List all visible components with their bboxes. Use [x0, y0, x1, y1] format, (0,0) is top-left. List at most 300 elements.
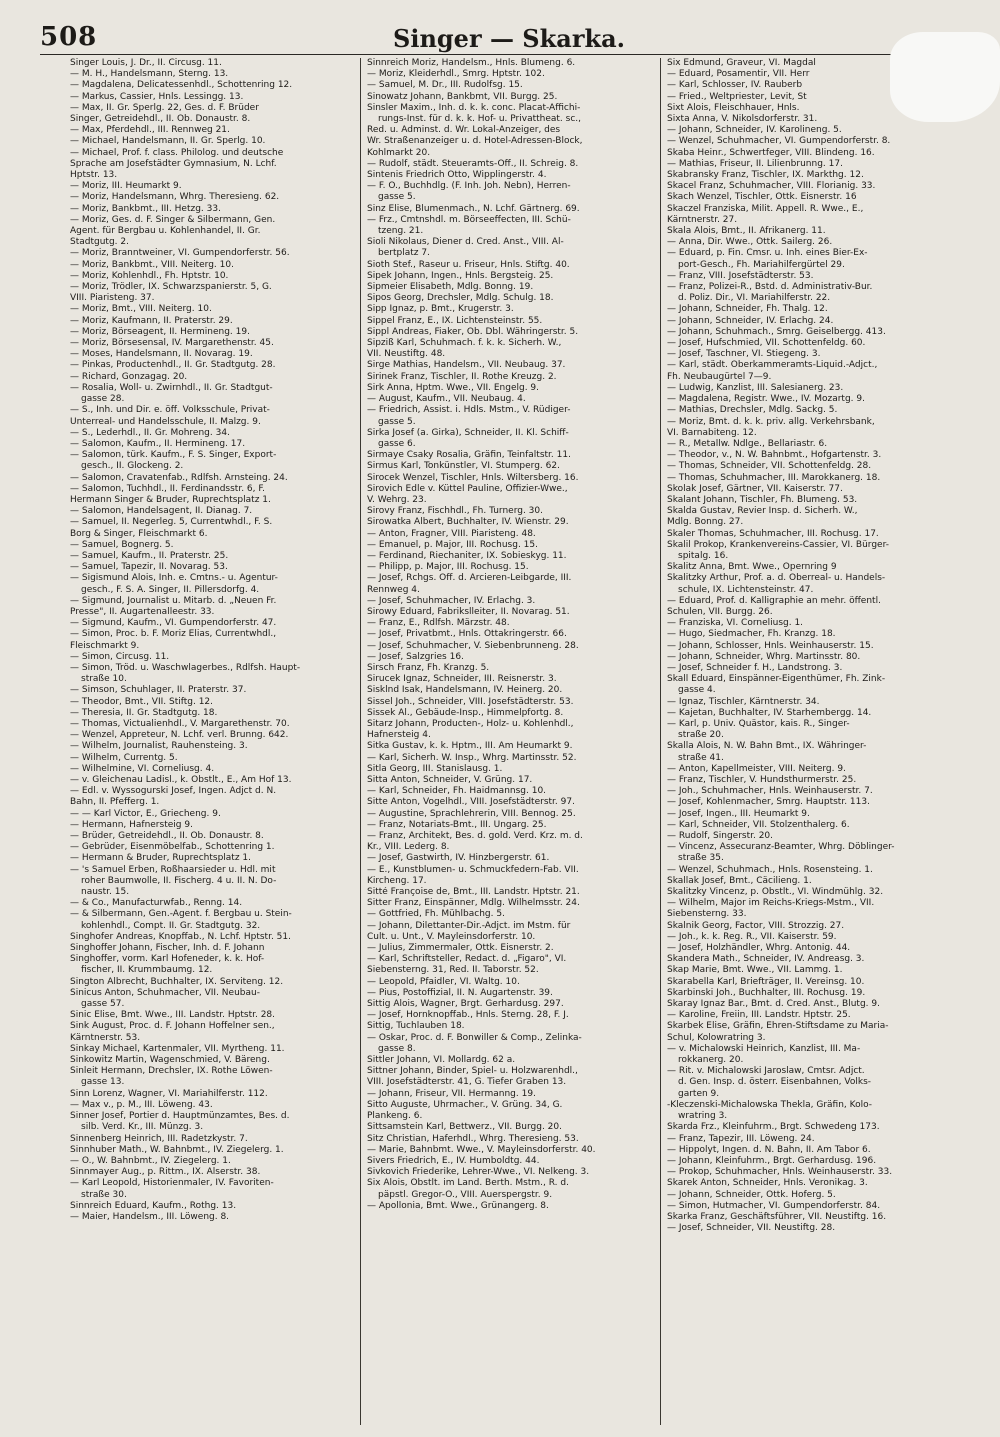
entry-line: — Rit. v. Michalowski Jaroslaw, Cmtsr. Adjct. [667, 1066, 865, 1077]
entry-line: — Thomas, Victualienhdl., V. Margarethenstr. 70. [70, 718, 290, 729]
entry-line: — Johann, Schlosser, Hnls. Weinhauserstr. 15. [667, 640, 874, 651]
entry-line: kohlenhdl., Compt. II. Gr. Stadtgutg. 32. [81, 920, 261, 931]
entry-line: Skach Wenzel, Tischler, Ottk. Eisnerstr. 16 [667, 192, 857, 203]
entry-line: — Wilhelm, Currentg. 5. [70, 752, 178, 763]
entry-line: rungs-Inst. für d. k. k. Hof- u. Privattheat. sc., [378, 114, 582, 125]
entry-line: — Karl, Schneider, Fh. Haidmannsg. 10. [367, 786, 547, 797]
entry-line: — Leopold, Pfaidler, VI. Waltg. 10. [367, 976, 520, 987]
entry-line: — Joh., k. k. Reg. R., VII. Kaiserstr. 59. [667, 931, 837, 942]
entry-line: spitalg. 16. [678, 550, 729, 561]
entry-line: — Kajetan, Buchhalter, IV. Starhembergg. 14. [667, 707, 872, 718]
entry-line: — Michael, Prof. f. class. Philolog. und deutsche [70, 147, 284, 158]
entry-line: — Thomas, Schuhmacher, III. Marokkanerg. 18. [667, 472, 881, 483]
entry-line: — Salomon, Handelsagent, II. Dianag. 7. [70, 506, 253, 517]
entry-line: — Moriz, Kleiderhdl., Smrg. Hptstr. 102. [367, 69, 545, 80]
entry-line: — Franz, Polizei-R., Bstd. d. Administrativ-Bur. [667, 282, 873, 293]
entry-line: — Johann, Dilettanter-Dir.-Adjct. im Mstm. für [367, 920, 571, 931]
entry-line: gesch., F. S. A. Singer, II. Pillersdorfg. 4. [81, 584, 260, 595]
entry-line: Red. u. Adminst. d. Wr. Lokal-Anzeiger, des [367, 125, 561, 136]
entry-line: — Sigismund Alois, Inh. e. Cmtns.- u. Agentur- [70, 573, 278, 584]
entry-line: — Wilhelm, Major im Reichs-Kriegs-Mstm., VII. [667, 898, 875, 909]
entry-line: — Theodor, Bmt., VII. Stiftg. 12. [70, 696, 214, 707]
entry-line: Plankeng. 6. [367, 1111, 423, 1122]
entry-line: — Josef, Kohlenmacher, Smrg. Hauptstr. 113. [667, 797, 870, 808]
entry-line: Kr., VIII. Lederg. 8. [367, 842, 450, 853]
entry-line: — Edl. v. Wyssogurski Josef, Ingen. Adjct d. N. [70, 786, 277, 797]
entry-line: Sivers Friedrich, E., IV. Humboldtg. 44. [367, 1155, 540, 1166]
entry-line: Bahn, II. Pfefferg. 1. [70, 797, 160, 808]
entry-line: Sinn Lorenz, Wagner, VI. Mariahilferstr. 112. [70, 1088, 268, 1099]
entry-line: — Markus, Cassier, Hnls. Lessingg. 13. [70, 91, 244, 102]
entry-line: — Franz, E., Rdlfsh. Märzstr. 48. [367, 618, 510, 629]
entry-line: — Ferdinand, Riechaniter, IX. Sobieskyg. 11. [367, 550, 567, 561]
entry-line: — Eduard, p. Fin. Cmsr. u. Inh. eines Bier-Ex- [667, 248, 868, 259]
entry-line: — August, Kaufm., VII. Neubaug. 4. [367, 394, 526, 405]
entry-line: Sippel Franz, E., IX. Lichtensteinstr. 55. [367, 315, 543, 326]
entry-line: — Fried., Weltpriester, Levit, St [667, 91, 807, 102]
entry-line: — Josef, Gastwirth, IV. Hinzbergerstr. 61. [367, 853, 550, 864]
entry-line: — Magdalena, Registr. Wwe., IV. Mozartg. 9. [667, 394, 865, 405]
entry-line: fischer, II. Krummbaumg. 12. [81, 965, 213, 976]
entry-line: — F. O., Buchhdlg. (F. Inh. Joh. Nebn), Herren- [367, 181, 571, 192]
entry-line: rokkanerg. 20. [678, 1055, 744, 1066]
entry-line: Sinicus Anton, Schuhmacher, VII. Neubau- [70, 987, 260, 998]
entry-line: Kärntnerstr. 27. [667, 214, 738, 225]
entry-line: Sitarz Johann, Producten-, Holz- u. Kohlenhdl., [367, 718, 574, 729]
entry-line: päpstl. Gregor-O., VIII. Auerspergstr. 9. [378, 1189, 553, 1200]
entry-line: Schul, Kolowratring 3. [667, 1032, 766, 1043]
entry-line: — Simon, Tröd. u. Waschwlagerbes., Rdlfsh. Haupt- [70, 662, 301, 673]
entry-line: Sitz Christian, Haferhdl., Whrg. Theresieng. 53. [367, 1133, 579, 1144]
entry-line: gasse 5. [378, 192, 416, 203]
entry-line: — Wenzel, Schuhmacher, VI. Gumpendorferstr. 8. [667, 136, 891, 147]
entry-line: — Josef, Hornknopffab., Hnls. Sterng. 28, F. J. [367, 1010, 569, 1021]
entry-line: — Karoline, Freiin, III. Landstr. Hptstr. 25. [667, 1010, 851, 1021]
entry-line: straße 10. [81, 674, 127, 685]
page-header [40, 14, 978, 55]
entry-line: Sinleit Hermann, Drechsler, IX. Rothe Löwen- [70, 1066, 273, 1077]
entry-line: Sirocek Wenzel, Tischler, Hnls. Wiltersberg. 16. [367, 472, 579, 483]
entry-line: — Moriz, Handelsmann, Whrg. Theresieng. 62. [70, 192, 280, 203]
entry-line: Schulen, VII. Burgg. 26. [667, 606, 773, 617]
entry-line: — Wenzel, Appreteur, N. Lchf. verl. Brunng. 642. [70, 730, 289, 741]
entry-line: Sirowy Eduard, Fabrikslleiter, II. Novarag. 51. [367, 606, 570, 617]
entry-line: — Augustine, Sprachlehrerin, VIII. Bennog. 25. [367, 808, 576, 819]
entry-line: Sink August, Proc. d. F. Johann Hoffelner sen., [70, 1021, 275, 1032]
entry-line: — Franz, Tischler, V. Hundsthurmerstr. 25. [667, 775, 857, 785]
entry-line: — O., W. Bahnbmt., IV. Ziegelerg. 1. [70, 1155, 231, 1166]
entry-line: — v. Michalowski Heinrich, Kanzlist, III. Ma- [667, 1043, 861, 1054]
entry-line: — Salomon, Tuchhdl., II. Ferdinandsstr. 6, F. [70, 483, 265, 494]
entry-line: Kircheng. 17. [367, 875, 427, 886]
entry-line: — Sigmund, Kaufm., VI. Gumpendorferstr. 47. [70, 618, 277, 629]
entry-line: Sittig, Tuchlauben 18. [367, 1021, 465, 1032]
entry-line: Mdlg. Bonng. 27. [667, 517, 744, 528]
entry-line: gasse 13. [81, 1077, 125, 1088]
entry-line: Sinnreich Moriz, Handelsm., Hnls. Blumeng. 6. [367, 58, 576, 68]
entry-line: — R., Metallw. Ndlge., Bellariastr. 6. [667, 438, 828, 449]
entry-line: — Prokop, Schuhmacher, Hnls. Weinhauserstr. 33. [667, 1167, 893, 1178]
entry-line: Skalnik Georg, Factor, VIII. Strozzig. 27. [667, 920, 845, 931]
entry-line: — Ludwig, Kanzlist, III. Salesianerg. 23. [667, 382, 844, 393]
entry-line: Sissel Joh., Schneider, VIII. Josefstädterstr. 53. [367, 696, 574, 707]
entry-line: Skallak Josef, Bmt., Cäcilieng. 1. [667, 875, 812, 886]
entry-line: Sinnenberg Heinrich, III. Radetzkystr. 7. [70, 1133, 248, 1144]
entry-line: — Richard, Gonzagag. 20. [70, 371, 188, 382]
column-right [660, 58, 978, 1425]
entry-line: Sirovy Franz, Fischhdl., Fh. Turnerg. 30. [367, 506, 543, 517]
entry-line: Sirka Josef (a. Girka), Schneider, II. Kl. Schiff- [367, 427, 569, 438]
entry-line: — Johann, Friseur, VII. Hermanng. 19. [367, 1088, 536, 1099]
entry-line: — & Silbermann, Gen.-Agent. f. Bergbau u. Stein- [70, 909, 292, 920]
entry-line: Kärntnerstr. 53. [70, 1032, 141, 1043]
entry-line: Borg & Singer, Fleischmarkt 6. [70, 528, 208, 539]
entry-line: — Johann, Schneider, Ottk. Hoferg. 5. [667, 1189, 836, 1200]
entry-line: Sissek Al., Gebäude-Insp., Himmelpfortg. 8. [367, 707, 564, 718]
entry-line: Wr. Straßenanzeiger u. d. Hotel-Adressen-Block, [367, 136, 583, 147]
entry-line: Fh. Neubaugürtel 7—9. [667, 371, 772, 382]
entry-line: Sprache am Josefstädter Gymnasium, N. Lchf. [70, 158, 277, 169]
entry-line: Sitto Auguste, Uhrmacher., V. Grüng. 34, G. [367, 1099, 563, 1110]
entry-line: — Franz, Notariats-Bmt., III. Ungarg. 25. [367, 819, 547, 830]
entry-line: Skarbek Elise, Gräfin, Ehren-Stiftsdame zu Maria- [667, 1021, 889, 1032]
entry-line: garten 9. [678, 1088, 720, 1099]
entry-line: — Moriz, Trödler, IX. Schwarzspanierstr. 5, G. [70, 282, 272, 293]
entry-line: Sirowatka Albert, Buchhalter, IV. Wienstr. 29. [367, 517, 569, 528]
entry-line: VI. Barnabiteng. 12. [667, 427, 757, 438]
entry-line: — Hugo, Siedmacher, Fh. Kranzg. 18. [667, 629, 836, 640]
entry-line: — Josef, Salzgries 16. [367, 651, 464, 662]
entry-line: Sipos Georg, Drechsler, Mdlg. Schulg. 18. [367, 293, 554, 304]
entry-line: Sittsamstein Karl, Bettwerz., VII. Burgg. 20. [367, 1122, 562, 1133]
entry-line: Sippl Andreas, Fiaker, Ob. Dbl. Währingerstr. 5. [367, 326, 579, 337]
entry-line: — Samuel, Tapezir, II. Novarag. 53. [70, 562, 228, 573]
entry-line: Sipmeier Elisabeth, Mdlg. Bonng. 19. [367, 282, 534, 293]
entry-line: Skaray Ignaz Bar., Bmt. d. Cred. Anst., Blutg. 9. [667, 999, 880, 1010]
entry-line: — Simson, Schuhlager, II. Praterstr. 37. [70, 685, 247, 696]
entry-line: — Karl, Sicherh. W. Insp., Whrg. Martinsstr. 52. [367, 752, 577, 763]
entry-line: — Wenzel, Schuhmach., Hnls. Rosensteing. 1. [667, 864, 873, 875]
entry-line: VII. Neustiftg. 48. [367, 349, 446, 360]
entry-line: Sitte Anton, Vogelhdl., VIII. Josefstädterstr. 97. [367, 797, 575, 808]
entry-line: — Max, II. Gr. Sperlg. 22, Ges. d. F. Brüder [70, 102, 259, 113]
entry-line: gasse 8. [378, 1043, 416, 1054]
entry-line: Skarka Franz, Geschäftsführer, VII. Neustiftg. 16. [667, 1211, 887, 1222]
column-middle [360, 58, 660, 1425]
column-left [64, 58, 360, 1425]
entry-line: — Philipp, p. Major, III. Rochusg. 15. [367, 562, 529, 573]
entry-line: Skabransky Franz, Tischler, IX. Markthg. 12. [667, 170, 864, 181]
entry-line: — S., Lederhdl., II. Gr. Mohreng. 34. [70, 427, 230, 438]
entry-line: Skarek Anton, Schneider, Hnls. Veronikag. 3. [667, 1178, 868, 1189]
entry-line: Sipziß Karl, Schuhmach. f. k. k. Sicherh. W., [367, 338, 562, 349]
entry-line: — Moriz, Börsesensal, IV. Margarethenstr. 45. [70, 338, 274, 349]
entry-line: bertplatz 7. [378, 248, 430, 259]
entry-line: Sinnreich Eduard, Kaufm., Rothg. 13. [70, 1200, 237, 1211]
entry-line: — Josef, Schuhmacher, V. Siebenbrunneng. 28. [367, 640, 579, 651]
entry-line: Skap Marie, Bmt. Wwe., VII. Lammg. 1. [667, 965, 843, 976]
entry-line: schule, IX. Lichtensteinstr. 47. [678, 584, 814, 595]
entry-line: — Maier, Handelsm., III. Löweng. 8. [70, 1211, 230, 1222]
entry-line: Unterreal- und Handelsschule, II. Malzg. 9. [70, 416, 261, 427]
entry-line: — Moses, Handelsmann, II. Novarag. 19. [70, 349, 253, 360]
entry-line: — Salomon, türk. Kaufm., F. S. Singer, Export- [70, 450, 277, 461]
entry-line: straße 35. [678, 853, 724, 864]
entry-line: Skall Eduard, Einspänner-Eigenthümer, Fh. Zink- [667, 674, 886, 685]
entry-line: — Rudolf, städt. Steueramts-Off., II. Schreig. 8. [367, 158, 579, 169]
entry-line: — Emanuel, p. Major, III. Rochusg. 15. [367, 539, 538, 550]
entry-line: Sioth Stef., Raseur u. Friseur, Hnls. Stiftg. 40. [367, 259, 570, 270]
entry-line: gasse 28. [81, 394, 125, 405]
entry-line: — Michael, Handelsmann, II. Gr. Sperlg. 10. [70, 136, 266, 147]
entry-line: — Sigmund, Journalist u. Mitarb. d. „Neuen Fr. [70, 595, 277, 606]
entry-line: — Johann, Schneider, Fh. Thalg. 12. [667, 304, 828, 315]
entry-line: — Franz, VIII. Josefstädterstr. 53. [667, 270, 814, 281]
entry-line: Rennweg 4. [367, 584, 420, 595]
entry-line: Sioli Nikolaus, Diener d. Cred. Anst., VIII. Al- [367, 237, 564, 248]
entry-line: Skalda Gustav, Revier Insp. d. Sicherh. W., [667, 506, 858, 517]
entry-line: — Johann, Schneider, Whrg. Martinsstr. 80. [667, 651, 861, 662]
entry-line: — Samuel, M. Dr., III. Rudolfsg. 15. [367, 80, 523, 91]
entry-line: Sisklnd Isak, Handelsmann, IV. Heinerg. 20. [367, 685, 563, 696]
entry-line: — Pinkas, Productenhdl., II. Gr. Stadtgutg. 28. [70, 360, 276, 371]
entry-line: Six Alois, Obstlt. im Land. Berth. Mstm., R. d. [367, 1178, 569, 1189]
entry-line: Skolak Josef, Gärtner, VII. Kaiserstr. 77. [667, 483, 843, 494]
entry-line: — Anna, Dir. Wwe., Ottk. Sailerg. 26. [667, 237, 833, 248]
entry-line: — Moriz, Bankbmt., III. Hetzg. 33. [70, 203, 221, 214]
entry-line: — Johann, Kleinfuhrm., Brgt. Gerhardusg. 196. [667, 1155, 877, 1166]
entry-line: Hafnersteig 4. [367, 730, 431, 741]
entry-line: Sirmus Karl, Tonkünstler, VI. Stumperg. 62. [367, 461, 560, 472]
entry-line: — Gebrüder, Eisenmöbelfab., Schottenring 1. [70, 842, 275, 853]
entry-line: Singhoffer, vorm. Karl Hofeneder, k. k. Hof- [70, 954, 265, 965]
entry-line: Sington Albrecht, Buchhalter, IX. Serviteng. 12. [70, 976, 284, 987]
entry-line: — Frz., Cmtnshdl. m. Börseeffecten, III. Schü- [367, 214, 571, 225]
entry-line: Skalil Prokop, Krankenvereins-Cassier, VI. Bürger- [667, 539, 889, 550]
entry-line: — Moriz, Bmt., VIII. Neiterg. 10. [70, 304, 212, 315]
entry-line: Hptstr. 13. [70, 170, 118, 181]
entry-line: — Simon, Circusg. 11. [70, 651, 170, 662]
entry-line: Sinic Elise, Bmt. Wwe., III. Landstr. Hptstr. 28. [70, 1010, 276, 1021]
entry-line: Sirinek Franz, Tischler, II. Rothe Kreuzg. 2. [367, 371, 557, 382]
entry-line: — Josef, Holzhändler, Whrg. Antonig. 44. [667, 943, 851, 954]
entry-line: — Anton, Kapellmeister, VIII. Neiterg. 9. [667, 763, 846, 774]
entry-line: straße 20. [678, 730, 724, 741]
entry-line: straße 30. [81, 1189, 127, 1200]
entry-line: — Karl Leopold, Historienmaler, IV. Favoriten- [70, 1178, 274, 1189]
entry-line: — Theodor, v., N. W. Bahnbmt., Hofgartenstr. 3. [667, 450, 882, 461]
entry-line: Sitté Françoise de, Bmt., III. Landstr. Hptstr. 21. [367, 887, 580, 898]
entry-line: Sirovich Edle v. Küttel Pauline, Offizier-Wwe., [367, 483, 568, 494]
entry-line: VIII. Josefstädterstr. 41, G. Tiefer Graben 13. [367, 1077, 567, 1088]
entry-line: Sitter Franz, Einspänner, Mdlg. Wilhelmsstr. 24. [367, 898, 580, 909]
entry-line: Skaczel Franziska, Milit. Appell. R. Wwe., E., [667, 203, 864, 214]
entry-line: — Thomas, Schneider, VII. Schottenfeldg. 28. [667, 461, 872, 472]
entry-line: Six Edmund, Graveur, VI. Magdal [667, 58, 816, 68]
entry-line: silb. Verd. Kr., III. Münzg. 3. [81, 1122, 204, 1133]
entry-line: — Moriz, Bankbmt., VIII. Neiterg. 10. [70, 259, 234, 270]
entry-line: — v. Gleichenau Ladisl., k. Obstlt., E., Am Hof 13. [70, 775, 292, 785]
entry-line: Sixta Anna, V. Nikolsdorferstr. 31. [667, 114, 818, 125]
entry-line: Kohlmarkt 20. [367, 147, 431, 158]
entry-columns [64, 58, 978, 1425]
entry-line: gasse 57. [81, 999, 125, 1010]
entry-line: Skarabella Karl, Briefträger, II. Vereinsg. 10. [667, 976, 865, 987]
entry-line: Sittig Alois, Wagner, Brgt. Gerhardusg. 297. [367, 999, 564, 1010]
entry-line: — Julius, Zimmermaler, Ottk. Eisnerstr. 2. [367, 943, 554, 954]
entry-line: Skalant Johann, Tischler, Fh. Blumeng. 53. [667, 494, 858, 505]
entry-line: — Josef, Rchgs. Off. d. Arcieren-Leibgarde, III. [367, 573, 572, 584]
entry-line: — Max v., p. M., III. Löweng. 43. [70, 1099, 213, 1110]
entry-line: — Anton, Fragner, VIII. Piaristeng. 48. [367, 528, 536, 539]
paper-damage [890, 32, 1000, 122]
entry-line: — Wilhelmine, VI. Corneliusg. 4. [70, 763, 215, 774]
entry-line: — Josef, Schneider, VII. Neustiftg. 28. [667, 1223, 836, 1234]
entry-line: — Theresia, II. Gr. Stadtgutg. 18. [70, 707, 218, 718]
entry-line: — — Karl Victor, E., Griecheng. 9. [70, 808, 221, 819]
entry-line: VIII. Piaristeng. 37. [70, 293, 155, 304]
entry-line: — Simon, Hutmacher, VI. Gumpendorferstr. 84. [667, 1200, 881, 1211]
entry-line: — E., Kunstblumen- u. Schmuckfedern-Fab. VII. [367, 864, 579, 875]
entry-line: — 's Samuel Erben, Roßhaarsieder u. Hdl. mit [70, 864, 276, 875]
entry-line: — Mathias, Friseur, II. Lilienbrunng. 17. [667, 158, 843, 169]
entry-line: Sipek Johann, Ingen., Hnls. Bergsteig. 25. [367, 270, 554, 281]
entry-line: — Gottfried, Fh. Mühlbachg. 5. [367, 909, 505, 920]
entry-line: — & Co., Manufacturwfab., Renng. 14. [70, 898, 243, 909]
entry-line: Sirk Anna, Hptm. Wwe., VII. Engelg. 9. [367, 382, 540, 393]
entry-line: — Karl, städt. Oberkammeramts-Liquid.-Adjct., [667, 360, 878, 371]
entry-line: Skaler Thomas, Schuhmacher, III. Rochusg. 17. [667, 528, 879, 539]
page-title: Singer — Skarka. [393, 24, 625, 53]
entry-line: — Samuel, II. Negerleg. 5, Currentwhdl., F. S. [70, 517, 273, 528]
entry-line: — Salomon, Kaufm., II. Hermineng. 17. [70, 438, 246, 449]
entry-line: Skarda Frz., Kleinfuhrm., Brgt. Schwedeng 173. [667, 1122, 880, 1133]
entry-line: — Moriz, Kohlenhdl., Fh. Hptstr. 10. [70, 270, 229, 281]
entry-line: — Magdalena, Delicatessenhdl., Schottenring 12. [70, 80, 293, 91]
entry-line: naustr. 15. [81, 887, 130, 898]
entry-line: — S., Inh. und Dir. e. öff. Volksschule, Privat- [70, 405, 270, 416]
entry-line: Sirucek Ignaz, Schneider, III. Reisnerstr. 3. [367, 674, 557, 685]
entry-line: Sirge Mathias, Handelsm., VII. Neubaug. 37. [367, 360, 566, 371]
entry-line: Skalla Alois, N. W. Bahn Bmt., IX. Währinger- [667, 741, 867, 752]
entry-line: Singer, Getreidehdl., II. Ob. Donaustr. 8. [70, 114, 251, 125]
entry-line: Skalitzky Vincenz, p. Obstlt., VI. Windmühlg. 32. [667, 887, 884, 898]
entry-line: — Karl, Schneider, VII. Stolzenthalerg. 6. [667, 819, 850, 830]
entry-line: — Max, Pferdehdl., III. Rennweg 21. [70, 125, 230, 136]
entry-line: — M. H., Handelsmann, Sterng. 13. [70, 69, 229, 80]
entry-line: Skalitzky Arthur, Prof. a. d. Oberreal- u. Handels- [667, 573, 886, 584]
entry-line: — Franziska, VI. Corneliusg. 1. [667, 618, 804, 629]
entry-line: — Ignaz, Tischler, Kärntnerstr. 34. [667, 696, 820, 707]
entry-line: tzeng. 21. [378, 226, 424, 237]
entry-line: — Eduard, Prof. d. Kalligraphie an mehr. öffentl. [667, 595, 881, 606]
entry-line: gasse 6. [378, 438, 416, 449]
entry-line: — Marie, Bahnbmt. Wwe., V. Mayleinsdorferstr. 40. [367, 1144, 596, 1155]
entry-line: — Moriz, Ges. d. F. Singer & Silbermann, Gen. [70, 214, 276, 225]
entry-line: Siebensterng. 31, Red. II. Taborstr. 52. [367, 965, 539, 976]
page-number: 508 [40, 22, 98, 52]
entry-line: — Apollonia, Bmt. Wwe., Grünangerg. 8. [367, 1200, 549, 1211]
entry-line: — Franz, Architekt, Bes. d. gold. Verd. Krz. m. d. [367, 831, 583, 842]
entry-line: — Karl, Schriftsteller, Redact. d. „Figaro", VI. [367, 954, 567, 965]
entry-line: — Franz, Tapezir, III. Löweng. 24. [667, 1133, 815, 1144]
entry-line: Singhoffer Johann, Fischer, Inh. d. F. Johann [70, 943, 265, 954]
entry-line: Sintenis Friedrich Otto, Wipplingerstr. 4. [367, 170, 547, 181]
entry-line: Sivkovich Friederike, Lehrer-Wwe., VI. Nelkeng. 3. [367, 1167, 590, 1178]
entry-line: roher Baumwolle, II. Fischerg. 4 u. II. N. Do- [81, 875, 277, 886]
entry-line: — Brüder, Getreidehdl., II. Ob. Donaustr. 8. [70, 831, 264, 842]
entry-line: — Joh., Schuhmacher, Hnls. Weinhauserstr. 7. [667, 786, 873, 797]
entry-line: Agent. für Bergbau u. Kohlenhandel, II. Gr. [70, 226, 261, 237]
entry-line: Sixt Alois, Fleischhauer, Hnls. [667, 102, 800, 113]
entry-line: — Moriz, Branntweiner, VI. Gumpendorferstr. 56. [70, 248, 290, 259]
entry-line: — Moriz, Börseagent, II. Hermineng. 19. [70, 326, 250, 337]
entry-line: — Hippolyt, Ingen. d. N. Bahn, II. Am Tabor 6. [667, 1144, 871, 1155]
entry-line: — Eduard, Posamentir, VII. Herr [667, 69, 810, 80]
entry-line: — Josef, Schuhmacher, IV. Erlachg. 3. [367, 595, 536, 606]
entry-line: gasse 5. [378, 416, 416, 427]
entry-line: — Josef, Ingen., III. Heumarkt 9. [667, 808, 810, 819]
entry-line: — Salomon, Cravatenfab., Rdlfsh. Arnsteing. 24. [70, 472, 288, 483]
entry-line: Sinkowitz Martin, Wagenschmied, V. Bäreng. [70, 1055, 270, 1066]
entry-line: Skandera Math., Schneider, IV. Andreasg. 3. [667, 954, 865, 965]
entry-line: wratring 3. [678, 1111, 728, 1122]
entry-line: — Karl, Schlosser, IV. Rauberb [667, 80, 803, 91]
entry-line: — Friedrich, Assist. i. Hdls. Mstm., V. Rüdiger- [367, 405, 571, 416]
entry-line: Siebensterng. 33. [667, 909, 747, 920]
entry-line: -Kleczenski-Michalowska Thekla, Gräfin, Kolo- [667, 1099, 873, 1110]
entry-line: Sittner Johann, Binder, Spiel- u. Holzwarenhdl., [367, 1066, 578, 1077]
entry-line: — Oskar, Proc. d. F. Bonwiller & Comp., Zelinka- [367, 1032, 582, 1043]
entry-line: — Josef, Schneider f. H., Landstrong. 3. [667, 662, 843, 673]
entry-line: — Samuel, Bognerg. 5. [70, 539, 174, 550]
entry-line: — Pius, Postoffizial, II. N. Augartenstr. 39. [367, 987, 553, 998]
entry-line: — Karl, p. Univ. Quästor, kais. R., Singer- [667, 718, 850, 729]
entry-line: — Johann, Schneider, IV. Erlachg. 24. [667, 315, 834, 326]
entry-line: — Rudolf, Singerstr. 20. [667, 831, 774, 842]
entry-line: Sitta Anton, Schneider, V. Grüng. 17. [367, 775, 533, 785]
entry-line: d. Gen. Insp. d. österr. Eisenbahnen, Volks- [678, 1077, 872, 1088]
entry-line: V. Wehrg. 23. [367, 494, 427, 505]
entry-line: Cult. u. Unt., V. Mayleinsdorferstr. 10. [367, 931, 536, 942]
entry-line: Skacel Franz, Schuhmacher, VIII. Florianig. 33. [667, 181, 876, 192]
entry-line: — Moriz, Bmt. d. k. k. priv. allg. Verkehrsbank, [667, 416, 875, 427]
entry-line: straße 41. [678, 752, 724, 763]
entry-line: Sinz Elise, Blumenmach., N. Lchf. Gärtnerg. 69. [367, 203, 580, 214]
entry-line: — Simon, Proc. b. F. Moriz Elias, Currentwhdl., [70, 629, 277, 640]
entry-line: Sinnhuber Math., W. Bahnbmt., IV. Ziegelerg. 1. [70, 1144, 284, 1155]
entry-line: Stadtgutg. 2. [70, 237, 129, 248]
entry-line: Skala Alois, Bmt., II. Afrikanerg. 11. [667, 226, 826, 237]
entry-line: — Hermann & Bruder, Ruprechtsplatz 1. [70, 853, 251, 864]
entry-line: — Samuel, Kaufm., II. Praterstr. 25. [70, 550, 229, 561]
entry-line: — Vincenz, Assecuranz-Beamter, Whrg. Döblinger- [667, 842, 895, 853]
entry-line: — Moriz, III. Heumarkt 9. [70, 181, 182, 192]
entry-line: Presse", II. Augartenalleestr. 33. [70, 606, 215, 617]
entry-line: Sinkay Michael, Kartenmaler, VII. Myrtheng. 11. [70, 1043, 285, 1054]
entry-line: Singhofer Andreas, Knopffab., N. Lchf. Hptstr. 51. [70, 931, 291, 942]
entry-line: Sitla Georg, III. Stanislausg. 1. [367, 763, 503, 774]
entry-line: d. Poliz. Dir., VI. Mariahilferstr. 22. [678, 293, 831, 304]
entry-line: Sinowatz Johann, Bankbmt, VII. Burgg. 25. [367, 91, 558, 102]
entry-line: Hermann Singer & Bruder, Ruprechtsplatz 1. [70, 494, 271, 505]
entry-line: — Rosalia, Woll- u. Zwirnhdl., II. Gr. Stadtgut- [70, 382, 273, 393]
entry-line: Sitka Gustav, k. k. Hptm., III. Am Heumarkt 9. [367, 741, 573, 752]
entry-line: Sinsler Maxim., Inh. d. k. k. conc. Placat-Affichi- [367, 102, 581, 113]
entry-line: Sinnmayer Aug., p. Rittm., IX. Alserstr. 38. [70, 1167, 261, 1178]
entry-line: — Josef, Privatbmt., Hnls. Ottakringerstr. 66. [367, 629, 567, 640]
entry-line: Skarbinski Joh., Buchhalter, III. Rochusg. 19. [667, 987, 866, 998]
